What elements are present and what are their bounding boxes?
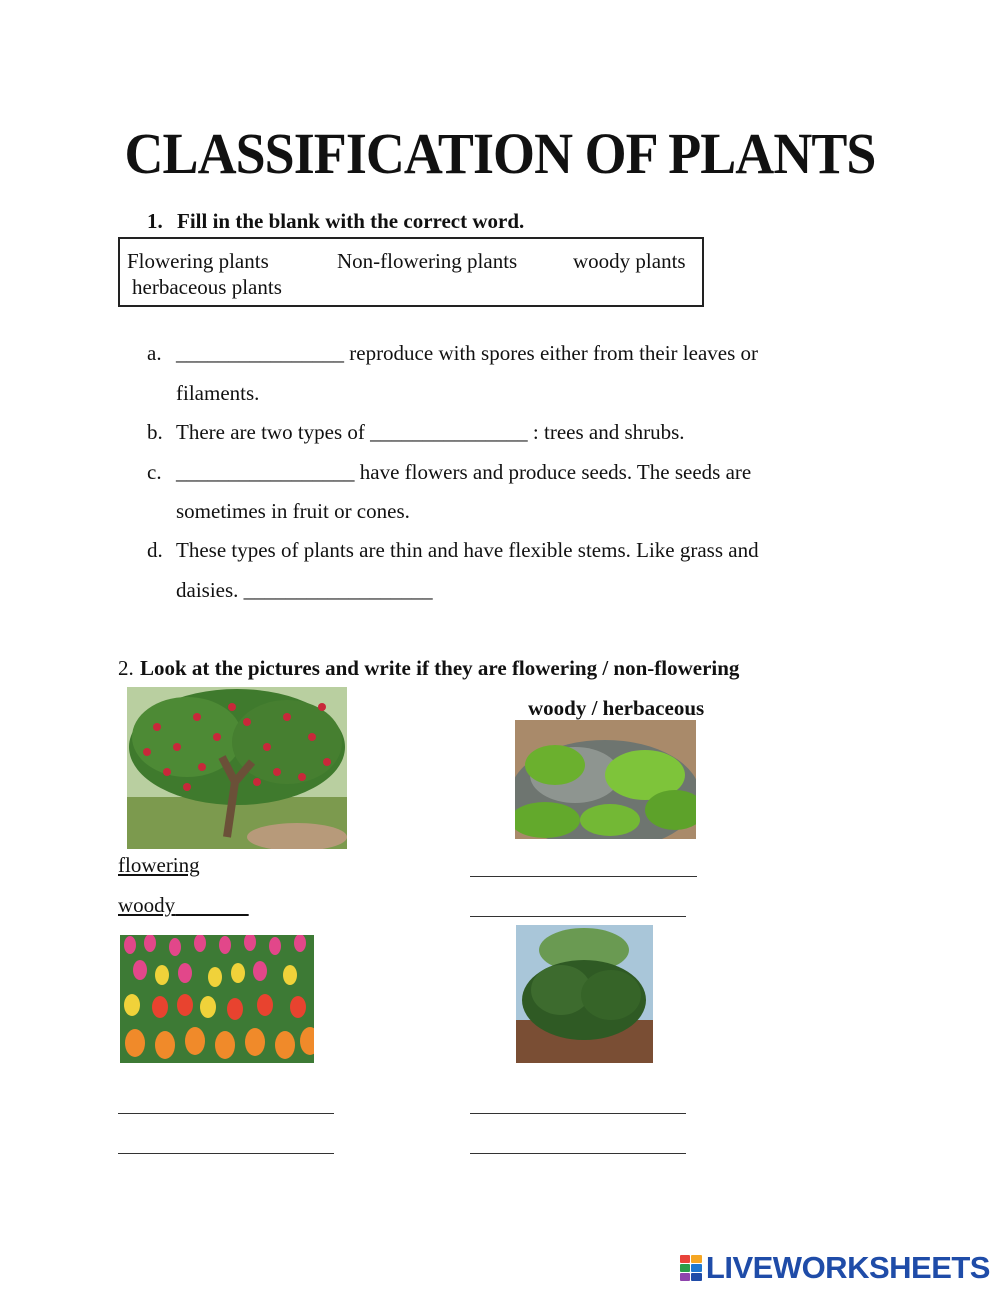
moss-image xyxy=(515,720,696,839)
logo-square xyxy=(680,1255,691,1263)
item-d-text: These types of plants are thin and have flexible stems. Like grass and xyxy=(176,538,759,562)
question-2-instruction-cont: woody / herbaceous xyxy=(528,696,705,720)
item-d-text-cont: daisies. __________________ xyxy=(176,578,433,602)
answer-text: woody xyxy=(118,893,176,917)
word-bank-item: Flowering plants xyxy=(127,249,269,273)
item-letter: a. xyxy=(147,341,162,365)
word-bank-item: Non-flowering plants xyxy=(337,249,518,273)
logo-square xyxy=(680,1273,691,1281)
shrub-image xyxy=(516,925,653,1063)
picture-1-answer-2[interactable] xyxy=(118,893,249,918)
item-letter: b. xyxy=(147,420,163,444)
logo-square xyxy=(680,1264,691,1272)
item-b-text: There are two types of _______________ : trees and shrubs. xyxy=(176,420,685,444)
word-bank-item: herbaceous plants xyxy=(132,275,282,299)
picture-2-answer-2[interactable] xyxy=(470,916,686,917)
logo-square xyxy=(691,1264,702,1272)
apple-tree-image xyxy=(127,687,347,849)
item-c-text-cont: sometimes in fruit or cones. xyxy=(176,499,410,523)
picture-3-answer-2[interactable] xyxy=(118,1153,334,1154)
liveworksheets-logo[interactable] xyxy=(680,1250,990,1286)
logo-square xyxy=(691,1255,702,1263)
picture-1-answer-1[interactable]: flowering xyxy=(118,853,200,877)
answer-underline xyxy=(175,893,249,917)
word-bank xyxy=(118,237,704,307)
picture-3-answer-1[interactable] xyxy=(118,1113,334,1114)
picture-4-answer-1[interactable] xyxy=(470,1113,686,1114)
page-title: CLASSIFICATION OF PLANTS xyxy=(124,121,876,186)
tulips-image xyxy=(120,935,314,1063)
item-c-text: _________________ have flowers and produce seeds. The seeds are xyxy=(176,460,752,484)
logo-icon xyxy=(680,1255,702,1281)
question-2-number: 2. xyxy=(118,656,134,680)
question-1-number: 1. xyxy=(147,209,163,233)
question-1-instruction: Fill in the blank with the correct word. xyxy=(177,209,525,233)
item-letter: c. xyxy=(147,460,162,484)
logo-square xyxy=(691,1273,702,1281)
word-bank-item: woody plants xyxy=(573,249,686,273)
logo-text: LIVEWORKSHEETS xyxy=(705,1250,990,1285)
picture-4-answer-2[interactable] xyxy=(470,1153,686,1154)
picture-2-answer-1[interactable] xyxy=(470,876,697,877)
item-a-text-cont: filaments. xyxy=(176,381,260,405)
item-letter: d. xyxy=(147,538,163,562)
question-2-instruction: Look at the pictures and write if they are flowering / non-flowering xyxy=(140,656,740,680)
item-a-text: ________________ reproduce with spores either from their leaves or xyxy=(176,341,759,365)
